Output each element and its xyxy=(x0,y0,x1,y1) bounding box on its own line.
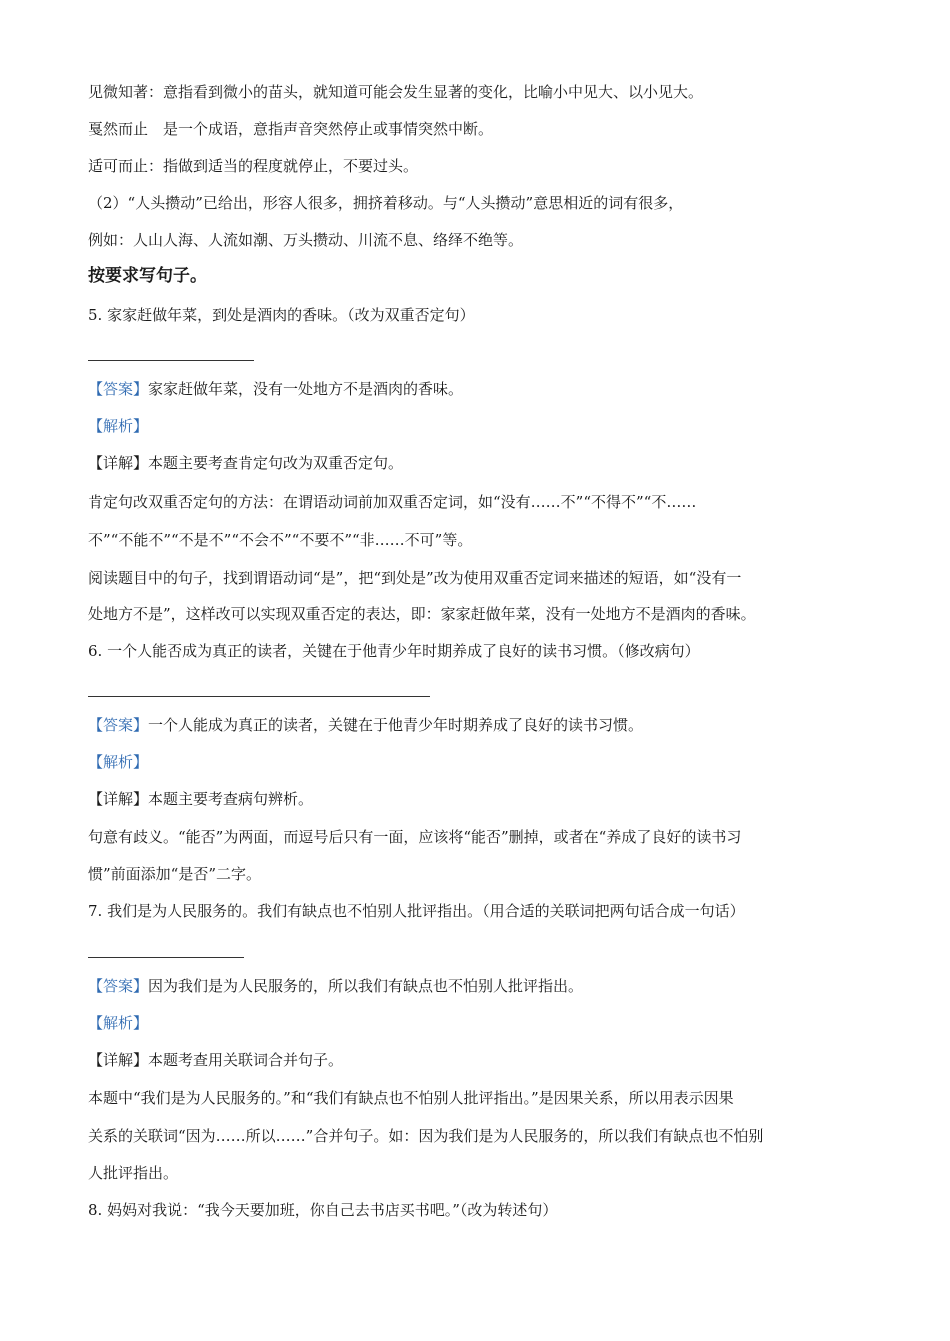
detail-text: 本题考查用关联词合并句子。 xyxy=(148,1051,344,1069)
answer-blank[interactable] xyxy=(88,360,254,361)
detail-tag: 【详解】 xyxy=(88,790,149,808)
detail-tag: 【详解】 xyxy=(88,1051,149,1069)
answer-text: 家家赶做年菜，没有一处地方不是酒肉的香味。 xyxy=(148,380,464,398)
analysis-tag: 【解析】 xyxy=(88,417,149,435)
answer-blank[interactable] xyxy=(88,696,430,697)
question-6: 6. 一个人能否成为真正的读者，关键在于他青少年时期养成了良好的读书习惯。（修改病句） xyxy=(88,642,700,660)
note-line: （2）“人头攒动”已给出，形容人很多，拥挤着移动。与“人头攒动”意思相近的词有很多， xyxy=(88,194,684,212)
explain-line: 阅读题目中的句子，找到谓语动词“是”，把“到处是”改为使用双重否定词来描述的短语，如“没有一 xyxy=(88,569,742,587)
detail-line xyxy=(88,1050,343,1070)
note-line: 例如：人山人海、人流如潮、万头攒动、川流不息、络绎不绝等。 xyxy=(88,231,524,249)
answer-blank[interactable] xyxy=(88,957,244,958)
definition-line: 戛然而止 是一个成语，意指声音突然停止或事情突然中断。 xyxy=(88,120,494,138)
answer-tag: 【答案】 xyxy=(88,380,149,398)
answer-tag: 【答案】 xyxy=(88,716,149,734)
section-title: 按要求写句子。 xyxy=(88,266,207,286)
definition-line: 适可而止：指做到适当的程度就停止，不要过头。 xyxy=(88,157,419,175)
explain-line: 关系的关联词“因为……所以……”合并句子。如：因为我们是为人民服务的，所以我们有缺点也不怕别 xyxy=(88,1127,764,1145)
detail-tag: 【详解】 xyxy=(88,454,149,472)
detail-line xyxy=(88,453,403,473)
explain-line: 句意有歧义。“能否”为两面，而逗号后只有一面，应该将“能否”删掉，或者在“养成了良好的读书习 xyxy=(88,828,742,846)
explain-line: 惯”前面添加“是否”二字。 xyxy=(88,865,262,883)
answer-text: 因为我们是为人民服务的，所以我们有缺点也不怕别人批评指出。 xyxy=(148,977,584,995)
analysis-tag: 【解析】 xyxy=(88,753,149,771)
explain-line: 肯定句改双重否定句的方法：在谓语动词前加双重否定词，如“没有……不”“不得不”“不…… xyxy=(88,493,697,511)
explain-line: 本题中“我们是为人民服务的。”和“我们有缺点也不怕别人批评指出。”是因果关系，所以用表示因果 xyxy=(88,1089,734,1107)
detail-text: 本题主要考查肯定句改为双重否定句。 xyxy=(148,454,404,472)
answer-text: 一个人能成为真正的读者，关键在于他青少年时期养成了良好的读书习惯。 xyxy=(148,716,644,734)
analysis-tag: 【解析】 xyxy=(88,1014,149,1032)
question-5: 5. 家家赶做年菜，到处是酒肉的香味。（改为双重否定句） xyxy=(88,306,475,324)
answer-line xyxy=(88,715,643,735)
question-8: 8. 妈妈对我说：“我今天要加班，你自己去书店买书吧。”（改为转述句） xyxy=(88,1201,558,1219)
detail-line xyxy=(88,789,313,809)
answer-line xyxy=(88,976,583,996)
answer-tag: 【答案】 xyxy=(88,977,149,995)
answer-line xyxy=(88,379,463,399)
detail-text: 本题主要考查病句辨析。 xyxy=(148,790,314,808)
explain-line: 人批评指出。 xyxy=(88,1164,179,1182)
question-7: 7. 我们是为人民服务的。我们有缺点也不怕别人批评指出。（用合适的关联词把两句话合成一句话） xyxy=(88,902,745,920)
definition-line: 见微知著：意指看到微小的苗头，就知道可能会发生显著的变化，比喻小中见大、以小见大。 xyxy=(88,83,704,101)
explain-line: 不”“不能不”“不是不”“不会不”“不要不”“非……不可”等。 xyxy=(88,531,473,549)
explain-line: 处地方不是”，这样改可以实现双重否定的表达，即：家家赶做年菜，没有一处地方不是酒肉的香味。 xyxy=(88,605,756,623)
